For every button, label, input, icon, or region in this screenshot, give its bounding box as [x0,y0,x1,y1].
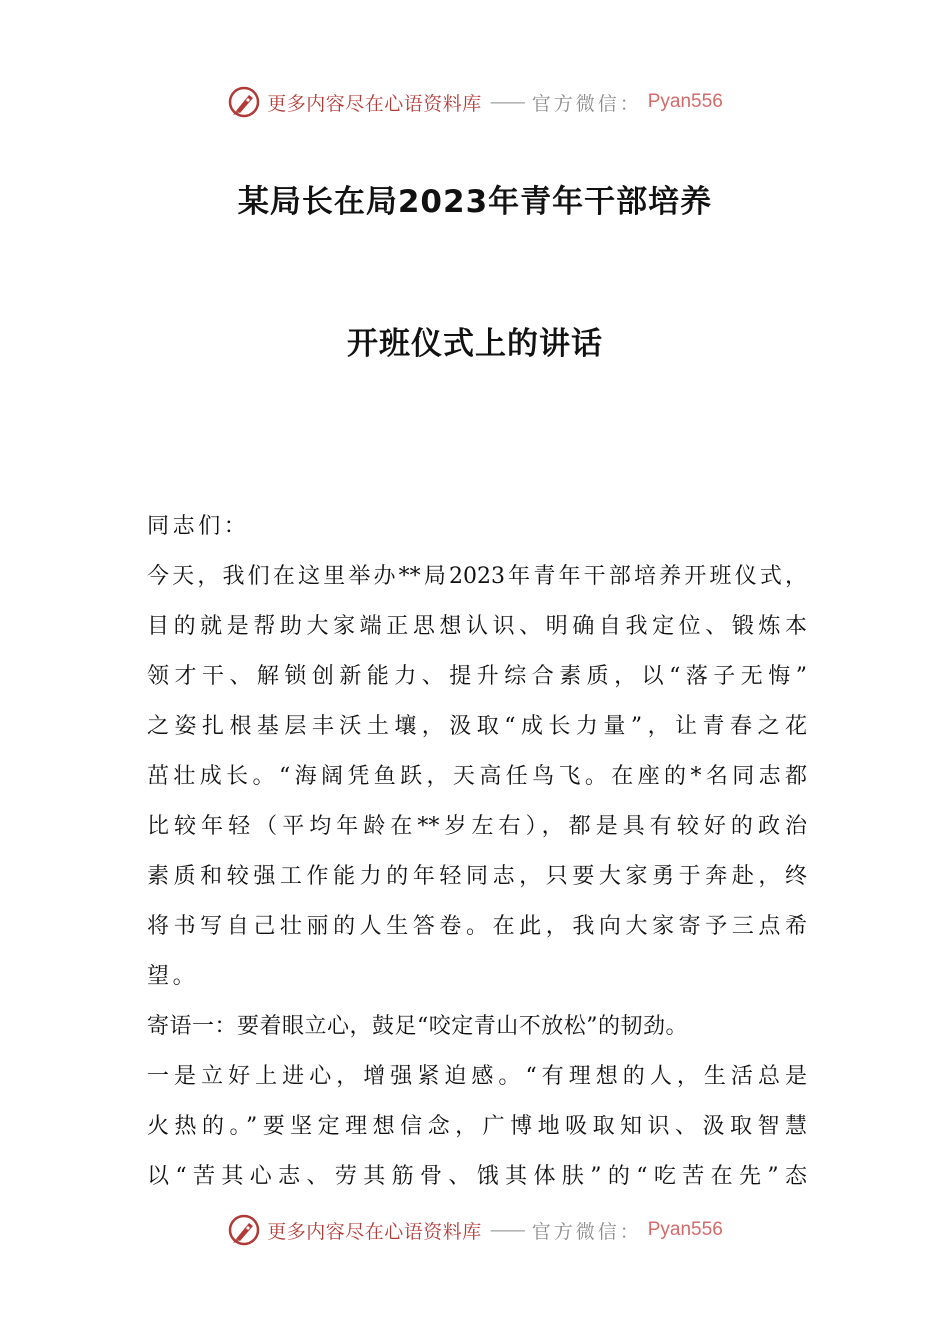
body-line: 之姿扎根基层丰沃土壤，汲取“成长力量”，让青春之花 [147,714,807,739]
watermark-separator: —— [489,1219,524,1241]
body-line: 一是立好上进心，增强紧迫感。“有理想的人，生活总是 [147,1064,807,1089]
body-line: 望。 [147,964,199,989]
body-line: 寄语一：要着眼立心，鼓足“咬定青山不放松”的韧劲。 [147,1014,688,1039]
header-watermark [0,82,950,122]
pen-nib-circle-icon [227,1213,261,1247]
watermark-site-text: 更多内容尽在心语资料库 [267,92,482,115]
body-line: 今天，我们在这里举办**局2023年青年干部培养开班仪式， [147,564,807,589]
document-title-line-2: 开班仪式上的讲话 [347,326,603,362]
watermark-wechat-label: 官方微信： [531,92,642,115]
footer-watermark [0,1210,950,1250]
watermark-wechat-id: Pyan556 [647,1219,723,1240]
document-body [147,502,807,1202]
body-line: 素质和较强工作能力的年轻同志，只要大家勇于奔赴，终 [147,864,807,889]
body-line: 比较年轻（平均年龄在**岁左右），都是具有较好的政治 [147,814,807,839]
document-title-line-1: 某局长在局2023年青年干部培养 [237,184,713,220]
body-line: 火热的。”要坚定理想信念，广博地吸取知识、汲取智慧 [147,1114,807,1139]
body-line: 将书写自己壮丽的人生答卷。在此，我向大家寄予三点希 [147,914,807,939]
body-line: 茁壮成长。“海阔凭鱼跃，天高任鸟飞。在座的*名同志都 [147,764,807,789]
watermark-site-text: 更多内容尽在心语资料库 [267,1220,482,1243]
body-line: 同志们： [147,514,250,539]
watermark-separator: —— [489,91,524,113]
watermark-wechat-id: Pyan556 [647,91,723,112]
body-line: 目的就是帮助大家端正思想认识、明确自我定位、锻炼本 [147,614,807,639]
watermark-wechat-label: 官方微信： [531,1220,642,1243]
pen-nib-circle-icon [227,85,261,119]
body-line: 领才干、解锁创新能力、提升综合素质，以“落子无悔” [147,664,807,689]
body-line: 以“苦其心志、劳其筋骨、饿其体肤”的“吃苦在先”态 [147,1164,807,1189]
